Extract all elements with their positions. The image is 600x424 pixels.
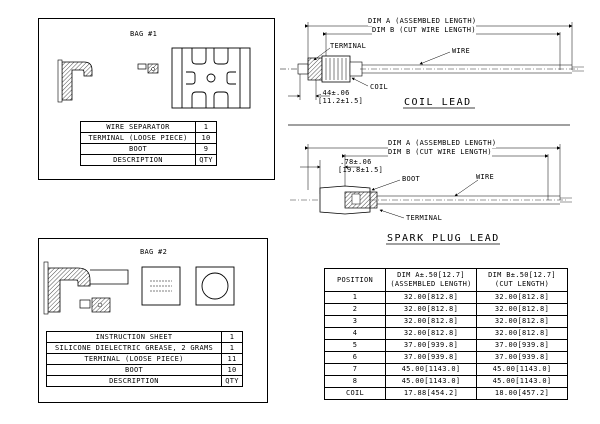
coil-dim-a-label: DIM A (ASSEMBLED LENGTH) bbox=[368, 17, 477, 25]
bag2-qty: 1 bbox=[222, 343, 243, 354]
cell-b: 18.00[457.2] bbox=[477, 388, 568, 400]
bag1-title: BAG #1 bbox=[130, 30, 158, 38]
bag2-table bbox=[46, 331, 243, 387]
cell-pos: 6 bbox=[325, 352, 386, 364]
coil-dim-line2: [11.2±1.5] bbox=[318, 97, 364, 105]
cell-b: 32.00[812.8] bbox=[477, 328, 568, 340]
table-row bbox=[325, 388, 568, 400]
coil-terminal-label: TERMINAL bbox=[330, 42, 367, 50]
cell-b: 37.00[939.8] bbox=[477, 340, 568, 352]
table-row bbox=[81, 133, 217, 144]
bag1-qty: 10 bbox=[196, 133, 217, 144]
header-dim-a-line1: DIM A±.50[12.7] bbox=[397, 271, 465, 279]
cell-a: 17.88[454.2] bbox=[386, 388, 477, 400]
cell-pos: 5 bbox=[325, 340, 386, 352]
cell-b: 45.00[1143.0] bbox=[477, 364, 568, 376]
table-header-row bbox=[325, 269, 568, 292]
cell-a: 37.00[939.8] bbox=[386, 352, 477, 364]
bag1-desc: WIRE SEPARATOR bbox=[81, 122, 196, 133]
bag2-qty: 11 bbox=[222, 354, 243, 365]
coil-label: COIL bbox=[370, 83, 389, 91]
table-row bbox=[81, 155, 217, 166]
header-dim-b-line1: DIM B±.50[12.7] bbox=[488, 271, 556, 279]
bag2-title: BAG #2 bbox=[140, 248, 168, 256]
header-dim-a-line2: (ASSEMBLED LENGTH) bbox=[390, 280, 472, 288]
cell-pos: 1 bbox=[325, 292, 386, 304]
bag1-desc: BOOT bbox=[81, 144, 196, 155]
spark-lead-drawing bbox=[290, 144, 572, 244]
cell-pos: 8 bbox=[325, 376, 386, 388]
coil-dim-line1: .44±.06 bbox=[318, 89, 350, 97]
coil-dim-b-label: DIM B (CUT WIRE LENGTH) bbox=[372, 26, 476, 34]
table-row bbox=[325, 328, 568, 340]
header-position: POSITION bbox=[325, 269, 386, 292]
bag2-desc: SILICONE DIELECTRIC GREASE, 2 GRAMS bbox=[47, 343, 222, 354]
cell-b: 37.00[939.8] bbox=[477, 352, 568, 364]
bag2-desc: TERMINAL (LOOSE PIECE) bbox=[47, 354, 222, 365]
table-row bbox=[81, 122, 217, 133]
bag1-qty: 9 bbox=[196, 144, 217, 155]
bag1-desc: TERMINAL (LOOSE PIECE) bbox=[81, 133, 196, 144]
table-row bbox=[325, 316, 568, 328]
cell-pos: 7 bbox=[325, 364, 386, 376]
header-dim-a bbox=[386, 269, 477, 292]
cell-pos: COIL bbox=[325, 388, 386, 400]
cell-a: 37.00[939.8] bbox=[386, 340, 477, 352]
coil-lead-title: COIL LEAD bbox=[404, 97, 472, 108]
bag2-desc: BOOT bbox=[47, 365, 222, 376]
spark-terminal-label: TERMINAL bbox=[406, 214, 443, 222]
table-row bbox=[47, 365, 243, 376]
bag2-qty: 1 bbox=[222, 332, 243, 343]
bag1-qty: 1 bbox=[196, 122, 217, 133]
spark-boot-label: BOOT bbox=[402, 175, 421, 183]
bag2-desc: DESCRIPTION bbox=[47, 376, 222, 387]
cell-b: 32.00[812.8] bbox=[477, 292, 568, 304]
cell-pos: 2 bbox=[325, 304, 386, 316]
cell-a: 45.00[1143.0] bbox=[386, 364, 477, 376]
table-row bbox=[325, 292, 568, 304]
header-dim-b bbox=[477, 269, 568, 292]
cell-pos: 4 bbox=[325, 328, 386, 340]
spark-dim-b-label: DIM B (CUT WIRE LENGTH) bbox=[388, 148, 492, 156]
cell-a: 45.00[1143.0] bbox=[386, 376, 477, 388]
cell-b: 45.00[1143.0] bbox=[477, 376, 568, 388]
table-row bbox=[325, 376, 568, 388]
bag2-qty: QTY bbox=[222, 376, 243, 387]
coil-wire-label: WIRE bbox=[452, 47, 471, 55]
table-row bbox=[47, 343, 243, 354]
header-dim-b-line2: (CUT LENGTH) bbox=[494, 280, 550, 288]
bag1-qty: QTY bbox=[196, 155, 217, 166]
spark-dim-a-label: DIM A (ASSEMBLED LENGTH) bbox=[388, 139, 497, 147]
cell-b: 32.00[812.8] bbox=[477, 304, 568, 316]
cell-a: 32.00[812.8] bbox=[386, 304, 477, 316]
table-row bbox=[325, 340, 568, 352]
spark-lead-title: SPARK PLUG LEAD bbox=[387, 233, 500, 244]
table-row bbox=[325, 364, 568, 376]
cell-a: 32.00[812.8] bbox=[386, 328, 477, 340]
position-table bbox=[324, 268, 568, 400]
table-row bbox=[47, 332, 243, 343]
bag1-table bbox=[80, 121, 217, 166]
bag2-qty: 10 bbox=[222, 365, 243, 376]
cell-pos: 3 bbox=[325, 316, 386, 328]
table-row bbox=[81, 144, 217, 155]
bag1-desc: DESCRIPTION bbox=[81, 155, 196, 166]
table-row bbox=[47, 354, 243, 365]
table-row bbox=[325, 304, 568, 316]
cell-b: 32.00[812.8] bbox=[477, 316, 568, 328]
spark-dim-line2: [19.8±1.5] bbox=[338, 166, 384, 174]
table-row bbox=[325, 352, 568, 364]
bag2-desc: INSTRUCTION SHEET bbox=[47, 332, 222, 343]
cell-a: 32.00[812.8] bbox=[386, 292, 477, 304]
cell-a: 32.00[812.8] bbox=[386, 316, 477, 328]
spark-wire-label: WIRE bbox=[476, 173, 495, 181]
table-row bbox=[47, 376, 243, 387]
spark-dim-line1: .78±.06 bbox=[340, 158, 372, 166]
